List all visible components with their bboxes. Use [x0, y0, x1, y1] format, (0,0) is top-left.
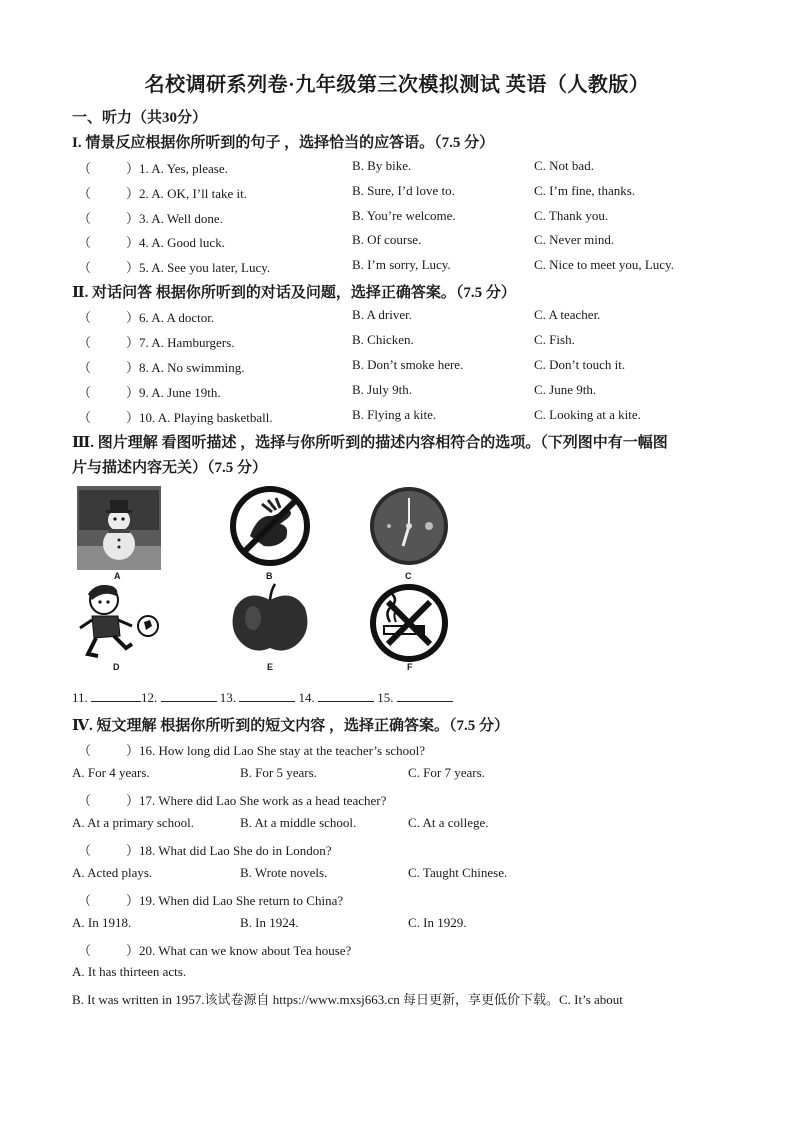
- option-c: C. At a college.: [408, 815, 489, 830]
- section4-heading: Ⅳ. 短文理解 根据你所听到的短文内容 ，选择正确答案。（7.5 分）: [72, 718, 510, 734]
- option-c: C. Looking at a kite.: [534, 407, 641, 422]
- option-a: A. Acted plays.: [72, 865, 153, 880]
- answer-paren[interactable]: （: [78, 310, 92, 325]
- question-text: ）9. A. June 19th.: [126, 385, 221, 400]
- picture-label-b: B: [266, 571, 273, 581]
- question-text: ）8. A. No swimming.: [126, 360, 245, 375]
- question-text: ）5. A. See you later, Lucy.: [126, 260, 271, 275]
- option-b: B. In 1924.: [240, 915, 299, 930]
- question-row: [78, 332, 234, 351]
- picture-label-f: F: [407, 662, 413, 672]
- option-c: C. I’m fine, thanks.: [534, 183, 636, 198]
- blank-label: 13.: [219, 690, 237, 705]
- question-text: ）2. A. OK, I’ll take it.: [126, 186, 247, 201]
- option-c: C. Fish.: [534, 332, 575, 347]
- option-c: C. Thank you.: [534, 208, 609, 223]
- option-b-and-c: B. It was written in 1957.该试卷源自 https://www.mxsj663.cn 每日更新，享更低价下载。C. It’s about: [72, 992, 623, 1007]
- option-a: A. At a primary school.: [72, 815, 195, 830]
- question-row: [78, 790, 386, 809]
- question-row: [78, 307, 214, 326]
- apple-picture: [227, 582, 313, 654]
- blank-label: 14.: [298, 690, 315, 705]
- option-b: B. You’re welcome.: [352, 208, 456, 223]
- answer-paren[interactable]: （: [78, 743, 92, 758]
- question-text: ）19. When did Lao She return to China?: [126, 893, 344, 908]
- answer-paren[interactable]: （: [78, 410, 92, 425]
- option-c: C. Not bad.: [534, 158, 594, 173]
- section3-heading-line2: 片与描述内容无关）（7.5 分）: [72, 460, 268, 476]
- question-row: [78, 382, 221, 401]
- answer-paren[interactable]: （: [78, 260, 92, 275]
- question-text: ）4. A. Good luck.: [126, 235, 225, 250]
- no-touching-sign: [228, 484, 312, 568]
- option-b: B. I’m sorry, Lucy.: [352, 257, 451, 272]
- question-row: [78, 940, 351, 959]
- answer-blank[interactable]: [161, 690, 217, 702]
- picture-label-a: A: [114, 571, 121, 581]
- option-b: B. Don’t smoke here.: [352, 357, 464, 372]
- question-row: [78, 158, 228, 177]
- picture-label-d: D: [113, 662, 120, 672]
- blank-label: 15.: [377, 690, 394, 705]
- option-a: A. In 1918.: [72, 915, 132, 930]
- snowman-picture: [77, 486, 161, 570]
- answer-blank[interactable]: [91, 690, 141, 702]
- option-b: B. Sure, I’d love to.: [352, 183, 455, 198]
- question-row: [78, 890, 343, 909]
- question-text: ）3. A. Well done.: [126, 211, 223, 226]
- option-b: B. For 5 years.: [240, 765, 317, 780]
- question-text: ）17. Where did Lao She work as a head teacher?: [126, 793, 387, 808]
- answer-paren[interactable]: （: [78, 335, 92, 350]
- question-text: ）6. A. A doctor.: [126, 310, 215, 325]
- answer-blanks-row: [72, 690, 453, 706]
- answer-paren[interactable]: （: [78, 235, 92, 250]
- question-row: [78, 183, 247, 202]
- option-c: C. A teacher.: [534, 307, 601, 322]
- answer-paren[interactable]: （: [78, 161, 92, 176]
- football-boy-picture: [74, 582, 164, 662]
- no-smoking-sign: [368, 582, 450, 664]
- option-b: B. By bike.: [352, 158, 412, 173]
- answer-blank[interactable]: [239, 690, 295, 702]
- question-text: ）16. How long did Lao She stay at the teacher’s school?: [126, 743, 426, 758]
- question-text: ）18. What did Lao She do in London?: [126, 843, 332, 858]
- option-b: B. Chicken.: [352, 332, 414, 347]
- question-text: ）1. A. Yes, please.: [126, 161, 228, 176]
- section1-heading: I. 情景反应根据你所听到的句子 ，选择恰当的应答语。（7.5 分）: [72, 135, 495, 151]
- picture-label-c: C: [405, 571, 412, 581]
- answer-paren[interactable]: （: [78, 385, 92, 400]
- answer-paren[interactable]: （: [78, 943, 92, 958]
- blank-label: 11.: [72, 690, 88, 705]
- question-row: [78, 740, 425, 759]
- question-text: ）10. A. Playing basketball.: [126, 410, 273, 425]
- question-row: [78, 232, 225, 251]
- option-b: B. Wrote novels.: [240, 865, 328, 880]
- option-c: C. For 7 years.: [408, 765, 485, 780]
- question-row: [78, 357, 244, 376]
- picture-label-e: E: [267, 662, 274, 672]
- part1-heading: 一、听力（共30分）: [72, 110, 208, 126]
- option-b: B. Of course.: [352, 232, 422, 247]
- option-b: B. July 9th.: [352, 382, 412, 397]
- question-text: ）7. A. Hamburgers.: [126, 335, 235, 350]
- option-c: C. Never mind.: [534, 232, 615, 247]
- option-c: C. Nice to meet you, Lucy.: [534, 257, 674, 272]
- option-c: C. In 1929.: [408, 915, 467, 930]
- answer-blank[interactable]: [318, 690, 374, 702]
- blank-label: 12.: [141, 690, 158, 705]
- answer-paren[interactable]: （: [78, 893, 92, 908]
- page-title: 名校调研系列卷·九年级第三次模拟测试 英语（人教版）: [144, 74, 650, 96]
- answer-paren[interactable]: （: [78, 211, 92, 226]
- option-a: A. It has thirteen acts.: [72, 964, 187, 979]
- section2-heading: Ⅱ. 对话问答 根据你所听到的对话及问题，选择正确答案。（7.5 分）: [72, 285, 516, 301]
- option-a: A. For 4 years.: [72, 765, 150, 780]
- answer-paren[interactable]: （: [78, 360, 92, 375]
- question-row: [78, 257, 270, 276]
- option-c: C. Don’t touch it.: [534, 357, 626, 372]
- option-b: B. A driver.: [352, 307, 412, 322]
- option-b: B. At a middle school.: [240, 815, 357, 830]
- answer-paren[interactable]: （: [78, 793, 92, 808]
- answer-paren[interactable]: （: [78, 186, 92, 201]
- question-row: [78, 840, 332, 859]
- option-b: B. Flying a kite.: [352, 407, 437, 422]
- answer-paren[interactable]: （: [78, 843, 92, 858]
- option-c: C. June 9th.: [534, 382, 597, 397]
- question-row: [78, 407, 273, 426]
- option-c: C. Taught Chinese.: [408, 865, 508, 880]
- section3-heading-line1: Ⅲ. 图片理解 看图听描述 ，选择与你所听到的描述内容相符合的选项。（下列图中有一幅图: [72, 435, 668, 451]
- question-text: ）20. What can we know about Tea house?: [126, 943, 352, 958]
- clock-picture: [367, 484, 451, 568]
- question-row: [78, 208, 223, 227]
- answer-blank[interactable]: [397, 690, 453, 702]
